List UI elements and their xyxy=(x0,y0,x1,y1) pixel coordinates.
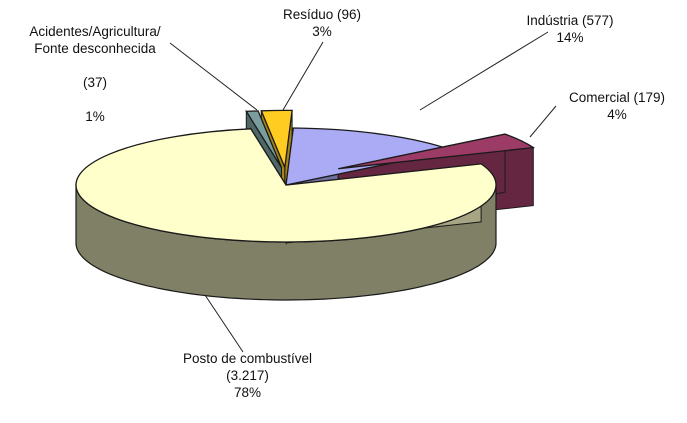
label-residuo-count: (96) xyxy=(337,7,362,22)
label-acidentes-name: Acidentes/Agricultura/ Fonte desconhecida xyxy=(29,24,161,56)
leader-line-residuo xyxy=(283,42,323,110)
label-industria-text: Indústria xyxy=(526,13,579,28)
label-acidentes-percent: 1% xyxy=(85,109,105,124)
label-posto-percent: 78% xyxy=(233,385,262,400)
label-acidentes-count: (37) xyxy=(82,75,107,90)
label-posto-name: Posto de combustível xyxy=(182,351,313,366)
label-industria-percent: 14% xyxy=(556,30,584,45)
label-industria-count: (577) xyxy=(582,13,614,28)
label-comercial xyxy=(547,89,687,123)
label-industria xyxy=(495,12,645,46)
label-industria-name xyxy=(495,12,645,29)
label-comercial-text: Comercial xyxy=(568,90,630,105)
label-comercial-name xyxy=(547,89,687,106)
label-residuo xyxy=(262,6,382,40)
label-comercial-percent: 4% xyxy=(607,107,627,122)
label-posto xyxy=(160,350,335,401)
label-residuo-percent: 3% xyxy=(312,24,332,39)
label-residuo-text: Resíduo xyxy=(282,7,334,22)
label-acidentes xyxy=(5,6,185,142)
label-posto-count: (3.217) xyxy=(226,368,269,383)
label-comercial-count: (179) xyxy=(633,90,666,105)
label-residuo-name xyxy=(262,6,382,23)
leader-line-posto xyxy=(205,295,243,352)
